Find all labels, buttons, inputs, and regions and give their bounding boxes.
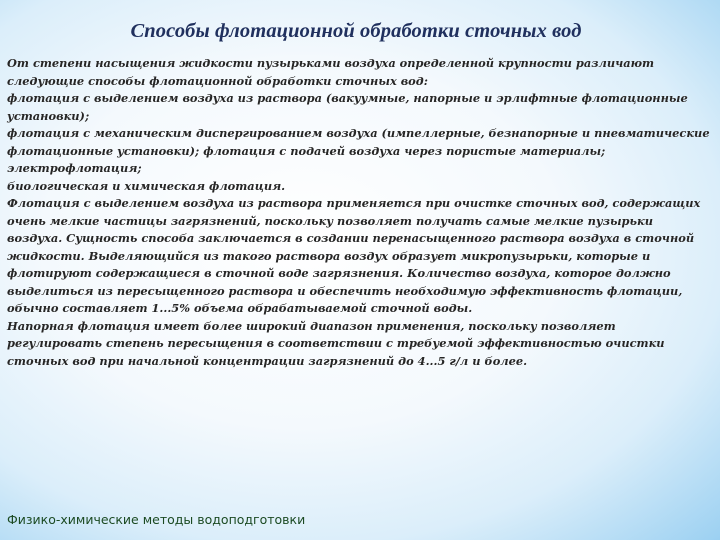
body-paragraph: флотация с выделением воздуха из раствора (вакуумные, напорные и эрлифтные флотационные установки); — [7, 91, 688, 123]
slide-body — [7, 55, 711, 370]
body-paragraph: Напорная флотация имеет более широкий диапазон применения, поскольку позволяет регулировать степень пересыщения в соответствии с требуемой эффективностью очистки сточных вод при начальной концентрации загрязнений до 4...5 г/л и более. — [7, 318, 665, 368]
body-paragraph: От степени насыщения жидкости пузырьками воздуха определенной крупности различают следующие способы флотационной обработки сточных вод: — [7, 56, 655, 88]
slide-title: Способы флотационной обработки сточных вод — [130, 20, 582, 42]
body-paragraph: флотация с механическим диспергированием воздуха (импеллерные, безнапорные и пневматические флотационные установки); флотация с подачей воздуха через пористые материалы; электрофлотация; — [7, 126, 710, 175]
body-paragraph: Флотация с выделением воздуха из раствора применяется при очистке сточных вод, содержащих очень мелкие частицы загрязнений, поскольку позволяет получать самые мелкие пузырьки воздуха. Сущность способа заключается в создании перенасыщенного раствора воздуха в сточной жидкости. Выделяющийся из такого раствора воздух образует микропузырьки, которые и флотируют содержащиеся в сточной воде загрязнения. Количество воздуха, которое должно выделиться из пересыщенного раствора и обеспечить необходимую эффективность флотации, обычно составляет 1...5% объема обрабатываемой сточной воды. — [7, 196, 701, 315]
body-paragraph: биологическая и химическая флотация. — [7, 178, 286, 193]
slide-footer: Физико-химические методы водоподготовки — [7, 512, 306, 527]
